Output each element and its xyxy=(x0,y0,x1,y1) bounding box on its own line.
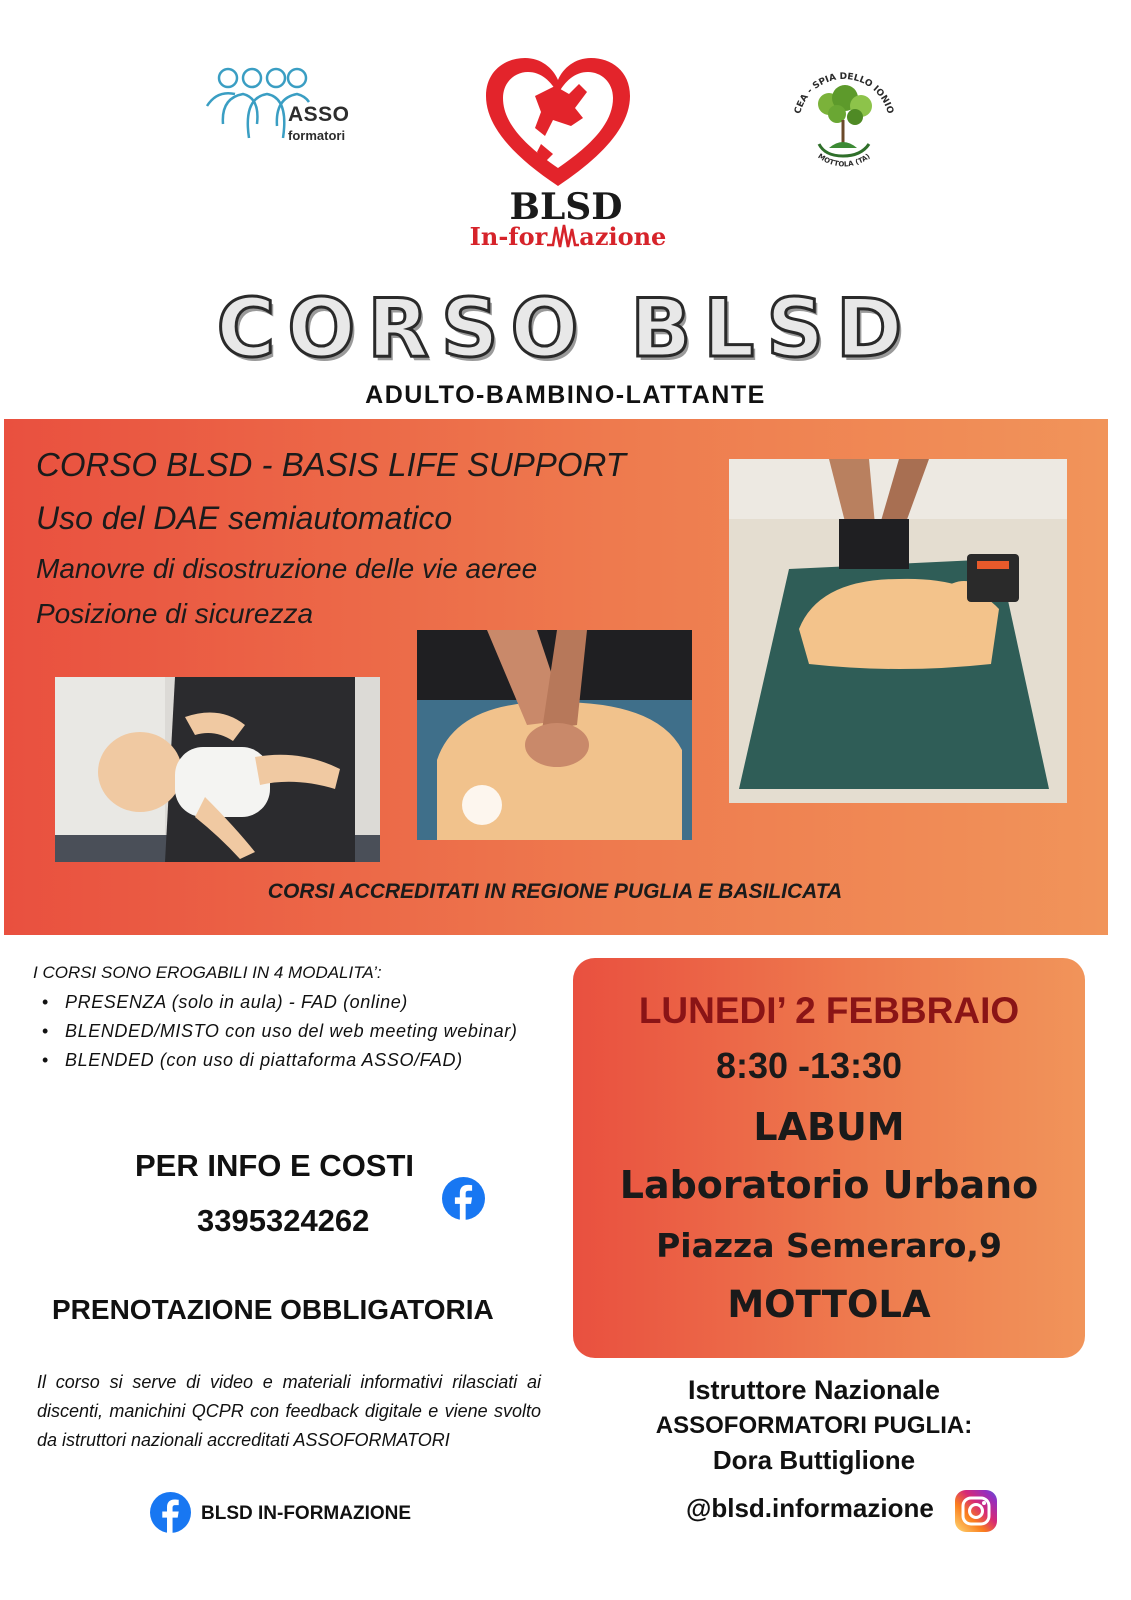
instructor-name: Dora Buttiglione xyxy=(712,1445,916,1475)
venue-address: Piazza Semeraro,9 xyxy=(656,1226,1002,1265)
photo-cpr-training xyxy=(729,459,1067,803)
event-time: 8:30 -13:30 xyxy=(715,1045,903,1086)
blsd-heart-logo xyxy=(483,56,633,191)
venue-full-name: Laboratorio Urbano xyxy=(619,1163,1039,1207)
course-line-2: Uso del DAE semiautomatico xyxy=(36,500,453,536)
tree-icon xyxy=(785,62,903,180)
info-phone[interactable]: 3395324262 xyxy=(197,1203,370,1238)
course-line-3: Manovre di disostruzione delle vie aeree xyxy=(36,553,538,584)
facebook-icon[interactable] xyxy=(150,1492,191,1533)
photo-infant-maneuver xyxy=(55,677,380,862)
heartbeat-icon xyxy=(547,223,579,249)
blsd-logo-sub-end: azione xyxy=(579,222,667,251)
accreditation-note: CORSI ACCREDITATI IN REGIONE PUGLIA E BASILICATA xyxy=(267,880,843,903)
page-subtitle: ADULTO-BAMBINO-LATTANTE xyxy=(365,381,766,409)
asso-logo-name: ASSO xyxy=(288,103,350,126)
list-item: • BLENDED (con uso di piattaforma ASSO/FAD) xyxy=(38,1046,558,1075)
photo-adult-compression xyxy=(417,630,692,840)
page-title: CORSO BLSD xyxy=(216,282,915,375)
heart-hands-icon xyxy=(483,56,633,191)
course-line-4: Posizione di sicurezza xyxy=(36,598,314,629)
blsd-logo-sub-start: In-for xyxy=(469,222,548,251)
venue-name: LABUM xyxy=(753,1105,905,1149)
list-item: • PRESENZA (solo in aula) - FAD (online) xyxy=(38,988,558,1017)
info-title: PER INFO E COSTI xyxy=(135,1148,415,1183)
facebook-page-link[interactable]: BLSD IN-FORMAZIONE xyxy=(201,1503,412,1524)
venue-city: MOTTOLA xyxy=(727,1283,931,1326)
booking-required: PRENOTAZIONE OBBLIGATORIA xyxy=(52,1294,494,1325)
cea-logo-name: CEA - SPIA DELLO IONIO xyxy=(793,71,895,116)
blsd-logo-name: BLSD xyxy=(509,186,623,228)
modes-heading: I CORSI SONO EROGABILI IN 4 MODALITA’: xyxy=(33,963,382,982)
course-description: Il corso si serve di video e materiali informativi rilasciati ai discenti, manichini QCPR con feedback digitale e viene svolto da istruttori nazionali accreditati ASSOFORMATORI xyxy=(37,1372,541,1450)
cea-spia-dello-ionio-logo xyxy=(785,62,903,180)
instructor-role: Istruttore Nazionale xyxy=(687,1375,941,1405)
cea-logo-place: MOTTOLA (TA) xyxy=(816,152,872,169)
instagram-handle[interactable]: @blsd.informazione xyxy=(686,1493,934,1523)
instagram-icon[interactable] xyxy=(955,1490,997,1532)
course-line-1: CORSO BLSD - BASIS LIFE SUPPORT xyxy=(36,446,626,483)
asso-logo-sub: formatori xyxy=(288,128,346,143)
list-item: • BLENDED/MISTO con uso del web meeting webinar) xyxy=(38,1017,558,1046)
facebook-icon[interactable] xyxy=(442,1177,485,1220)
modes-list xyxy=(38,988,558,1075)
instructor-org: ASSOFORMATORI PUGLIA: xyxy=(655,1412,973,1439)
blsd-logo-sub xyxy=(448,222,688,251)
event-date: LUNEDI’ 2 FEBBRAIO xyxy=(638,990,1020,1031)
